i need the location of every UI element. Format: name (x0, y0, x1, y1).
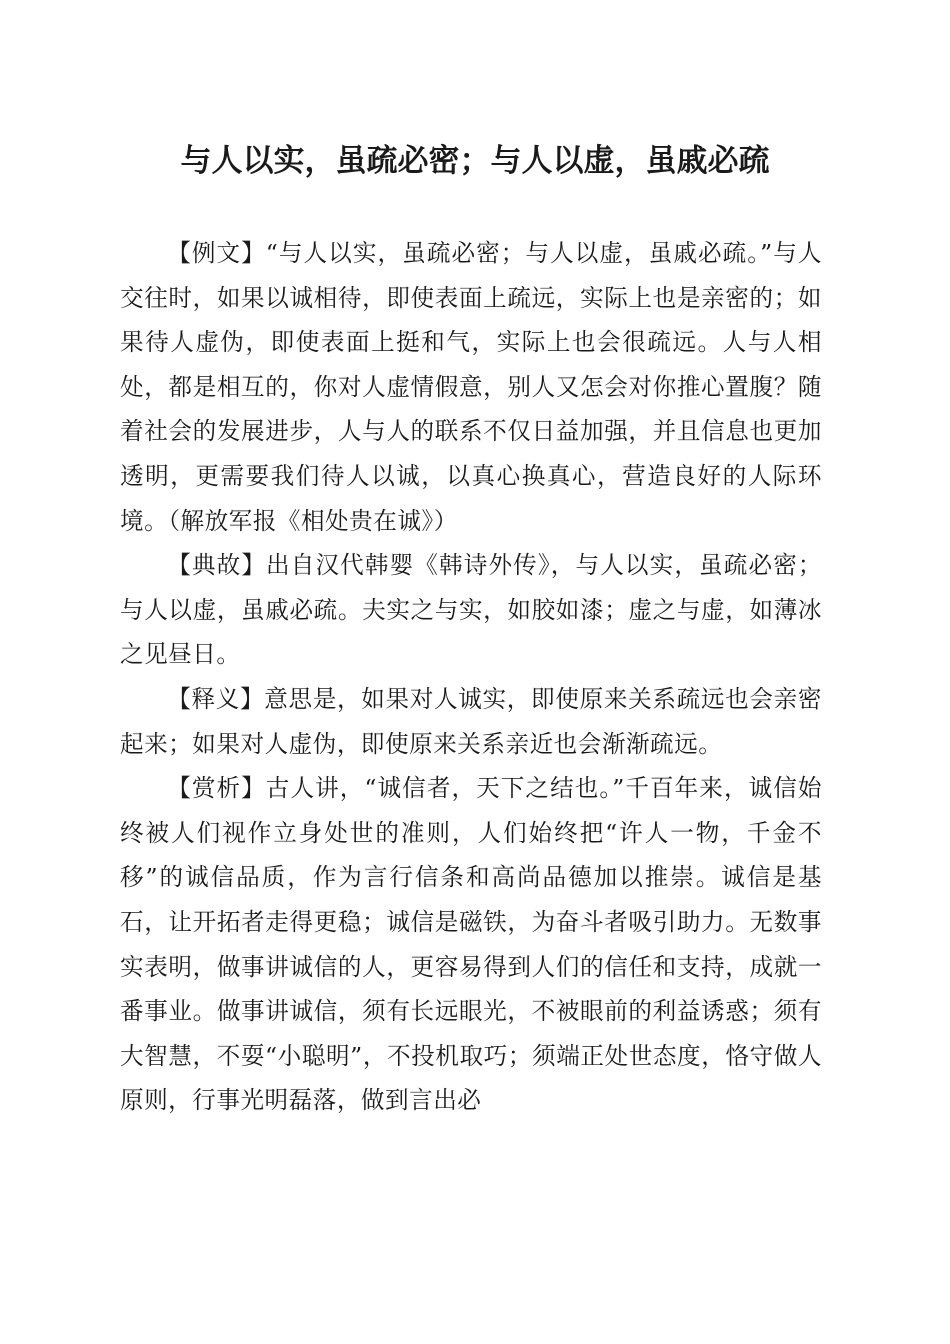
paragraph-example: 【例文】“与人以实，虽疏必密；与人以虚，虽戚必疏。”与人交往时，如果以诚相待，即使表面上疏远，实际上也是亲密的；如果待人虚伪，即使表面上挺和气，实际上也会很疏远。人与人相处，都是相互的，你对人虚情假意，别人又怎会对你推心置腹？随着社会的发展进步，人与人的联系不仅日益加强，并且信息也更加透明，更需要我们待人以诚，以真心换真心，营造良好的人际环境。（解放军报《相处贵在诚》） (120, 239, 822, 535)
document-title: 与人以实，虽疏必密；与人以虚，虽戚必疏 (180, 143, 770, 179)
paragraph-meaning: 【释义】意思是，如果对人诚实，即使原来关系疏远也会亲密起来；如果对人虚伪，即使原来关系亲近也会渐渐疏远。 (120, 684, 822, 758)
paragraph-appreciation: 【赏析】古人讲，“诚信者，天下之结也。”千百年来，诚信始终被人们视作立身处世的准则，人们始终把“许人一物，千金不移”的诚信品质，作为言行信条和高尚品德加以推崇。诚信是基石，让开拓者走得更稳；诚信是磁铁，为奋斗者吸引助力。无数事实表明，做事讲诚信的人，更容易得到人们的信任和支持，成就一番事业。做事讲诚信，须有长远眼光，不被眼前的利益诱惑；须有大智慧，不耍“小聪明”，不投机取巧；须端正处世态度，恪守做人原则，行事光明磊落，做到言出必 (120, 774, 822, 1115)
document-body (120, 231, 822, 1123)
paragraph-allusion: 【典故】出自汉代韩婴《韩诗外传》，与人以实，虽疏必密；与人以虚，虽戚必疏。夫实之与实，如胶如漆；虚之与虚，如薄冰之见昼日。 (120, 551, 822, 669)
